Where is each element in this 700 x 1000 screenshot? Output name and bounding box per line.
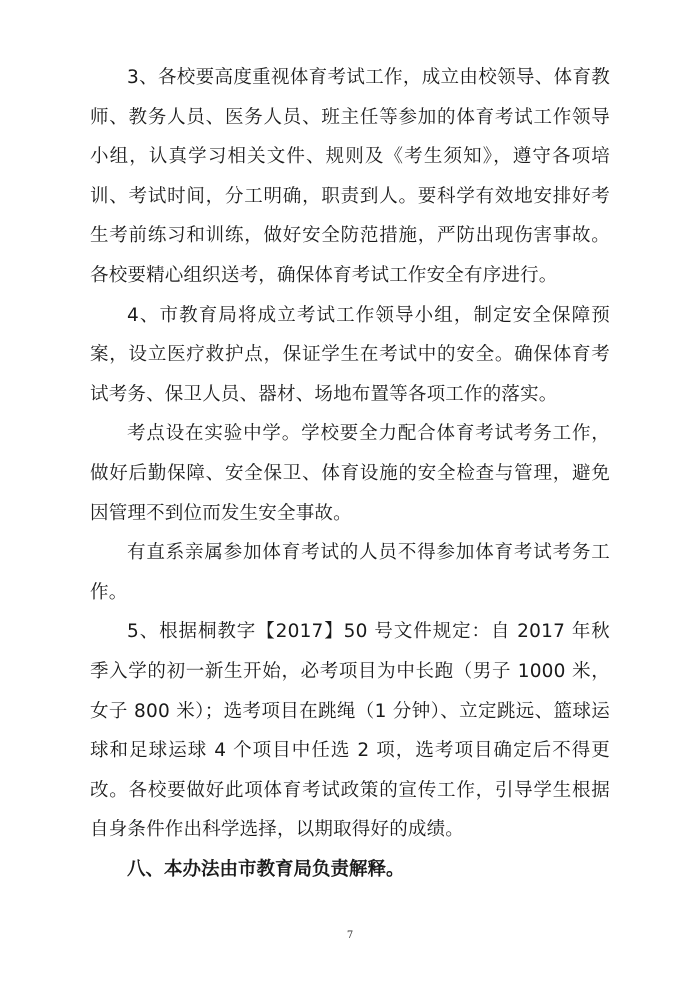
paragraph-relatives-rule: 有直系亲属参加体育考试的人员不得参加体育考试考务工作。: [90, 542, 610, 603]
paragraph-item-5: 5、根据桐教字【2017】50 号文件规定：自 2017 年秋季入学的初一新生开始，必考项目为中长跑（男子 1000 米，女子 800 米）；选考项目在跳绳（1 分钟）、立定跳远、篮球运球和足球运球 4 个项目中任选 2 项，选考项目确定后不得更改。各校要做好此项体育考试政策的宣传工作，引导学生根据自身条件作出科学选择，以期取得好的成绩。: [90, 621, 610, 841]
paragraph-item-3: 3、各校要高度重视体育考试工作，成立由校领导、体育教师、教务人员、医务人员、班主任等参加的体育考试工作领导小组，认真学习相关文件、规则及《考生须知》，遵守各项培训、考试时间，分工明确，职责到人。要科学有效地安排好考生考前练习和训练，做好安全防范措施，严防出现伤害事故。各校要精心组织送考，确保体育考试工作安全有序进行。: [90, 67, 610, 286]
page-number: 7: [346, 930, 354, 941]
paragraph-item-4: 4、市教育局将成立考试工作领导小组，制定安全保障预案，设立医疗救护点，保证学生在考试中的安全。确保体育考试考务、保卫人员、器材、场地布置等各项工作的落实。: [90, 304, 610, 405]
document-body: [90, 58, 610, 889]
section-heading-8: 八、本办法由市教育局负责解释。: [127, 858, 405, 880]
paragraph-exam-site: 考点设在实验中学。学校要全力配合体育考试考务工作，做好后勤保障、安全保卫、体育设施的安全检查与管理，避免因管理不到位而发生安全事故。: [90, 423, 610, 524]
